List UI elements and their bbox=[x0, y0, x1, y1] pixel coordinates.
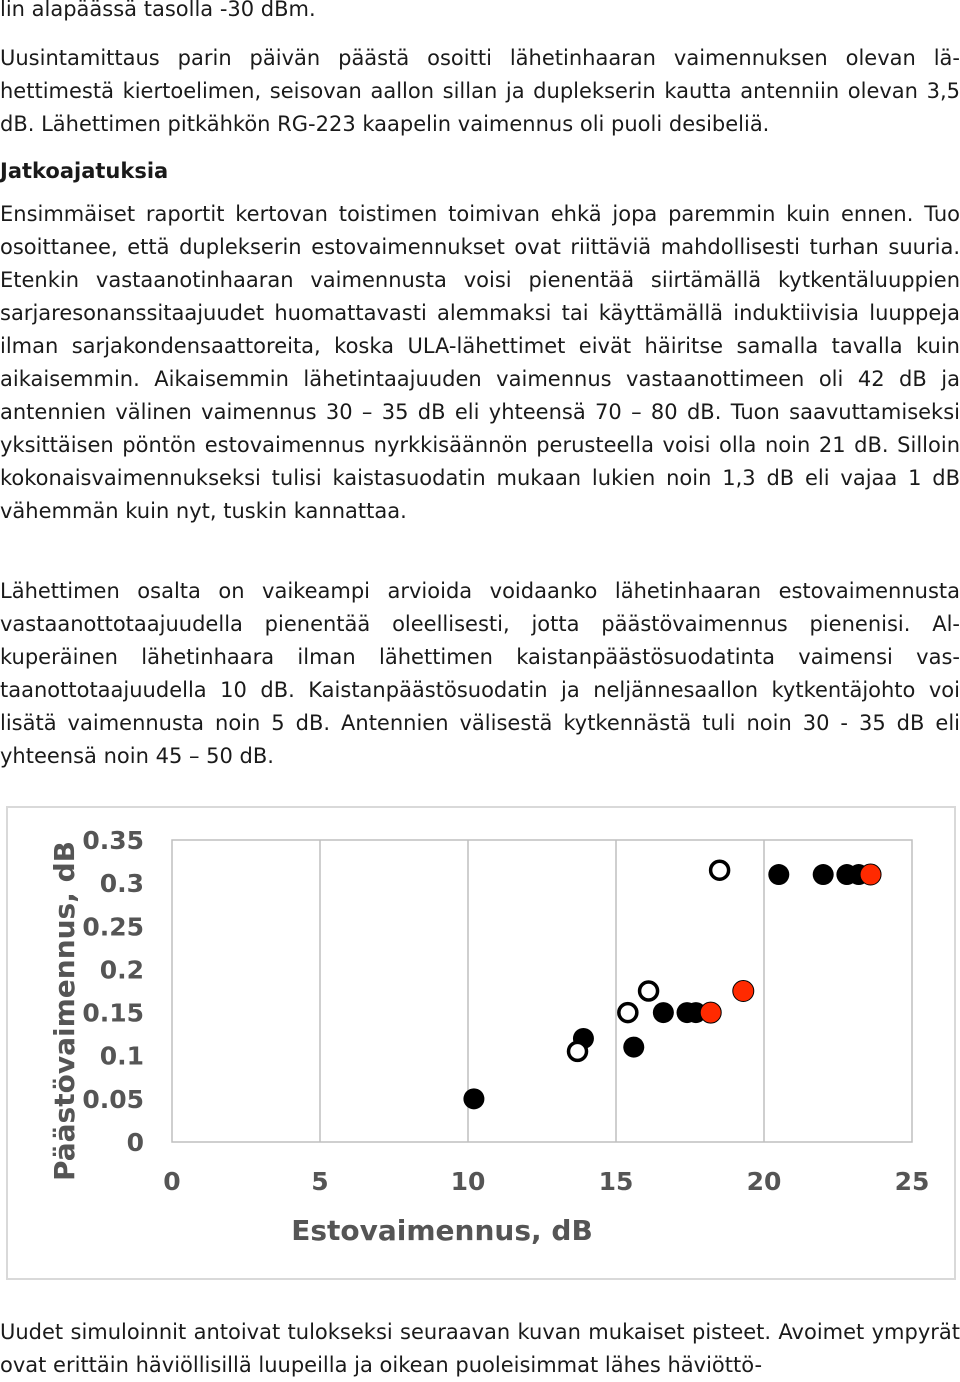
data-point-red bbox=[733, 981, 754, 1002]
y-axis-title: Päästövaimennus, dB bbox=[48, 841, 81, 1181]
paragraph-intro-tail: lin alapäässä tasolla -30 dBm. bbox=[0, 0, 316, 21]
figure-frame bbox=[6, 806, 956, 1280]
data-point-open bbox=[619, 1004, 637, 1022]
x-tick-label: 0 bbox=[163, 1167, 181, 1196]
y-tick-label: 0.35 bbox=[82, 826, 144, 855]
x-tick-label: 10 bbox=[450, 1167, 486, 1196]
y-tick-label: 0.2 bbox=[99, 955, 144, 985]
x-tick-label: 5 bbox=[311, 1167, 329, 1196]
data-point-filled bbox=[653, 1002, 674, 1023]
x-tick-label: 15 bbox=[598, 1167, 634, 1196]
y-tick-label: 0.25 bbox=[82, 912, 144, 942]
plot-area bbox=[172, 840, 912, 1142]
y-tick-label: 0 bbox=[126, 1128, 144, 1157]
x-axis-title: Estovaimennus, dB bbox=[291, 1214, 593, 1247]
data-point-filled bbox=[768, 864, 789, 885]
x-tick-label: 20 bbox=[746, 1167, 782, 1196]
y-tick-label: 0.1 bbox=[99, 1041, 144, 1071]
y-tick-label: 0.15 bbox=[82, 998, 144, 1028]
data-point-red bbox=[860, 864, 881, 885]
data-point-open bbox=[640, 982, 658, 1000]
data-point-filled bbox=[813, 864, 834, 885]
data-point-red bbox=[700, 1002, 721, 1023]
paragraph-transmitter: Lähettimen osalta on vaikeampi arvioida voidaanko lähetinhaaran estovaimennusta vastaanottotaajuudella pienentää oleellisesti, jotta päästövaimennus pienenisi. Alkuperäinen lähetinhaara ilman lähettimen kaistanpäästösuodatinta vaimensi vastaanottotaajuudella 10 dB. Kaistanpäästösuodatin ja neljännesaallon kytkentäjohto voi lisätä vaimennusta noin 5 dB. Antennien välisestä kytkennästä tuli noin 30 - 35 dB eli yhteensä noin 45 – 50 dB. bbox=[0, 579, 960, 768]
section-heading-jatkoajatuksia: Jatkoajatuksia bbox=[0, 159, 169, 183]
data-point-open bbox=[569, 1042, 587, 1060]
data-point-filled bbox=[623, 1037, 644, 1058]
data-point-filled bbox=[463, 1088, 484, 1109]
paragraph-remeasurement: Uusintamittaus parin päivän päästä osoitti lähetinhaaran vaimennuksen olevan lähettimestä kiertoelimen, seisovan aallon sillan ja duplekserin kautta antenniin olevan 3,5 dB. Lähettimen pitkähkön RG-223 kaapelin vaimennus oli puoli desibeliä. bbox=[0, 46, 960, 136]
x-tick-label: 25 bbox=[894, 1167, 930, 1196]
y-tick-label: 0.05 bbox=[82, 1084, 144, 1114]
data-point-open bbox=[711, 861, 729, 879]
paragraph-new-simulations: Uudet simuloinnit antoivat tulokseksi seuraavan kuvan mukaiset pisteet. Avoimet ympyrät ovat erittäin häviöllisillä luupeilla ja oikean puoleisimmat lähes häviöttö- bbox=[0, 1320, 960, 1377]
y-tick-label: 0.3 bbox=[99, 869, 144, 899]
scatter-chart bbox=[8, 808, 954, 1278]
paragraph-further-thoughts: Ensimmäiset raportit kertovan toistimen toimivan ehkä jopa paremmin kuin ennen. Tuo osoittanee, että duplekserin estovaimennukset ovat riittäviä mahdollisesti turhan suuria. Etenkin vastaanotinhaaran vaimennusta voisi pienentää siirtämällä kytkentäluuppien sarjaresonanssitaajuudet huomattavasti alemmaksi tai käyttämällä induktiivisia luuppeja ilman sarjakondensaattoreita, koska ULA-lähettimet eivät häiritse samalla tavalla kuin aikaisemmin. Aikaisemmin lähetintaajuuden vaimennus vastaanottimeen oli 42 dB ja antennien välinen vaimennus 30 – 35 dB eli yhteensä 70 – 80 dB. Tuon saavuttamiseksi yksittäisen pöntön estovaimennus nyrkkisäännön perusteella voisi olla noin 21 dB. Silloin kokonaisvaimennukseksi tulisi kaistasuodatin mukaan lukien noin 1,3 dB eli vajaa 1 dB vähemmän kuin nyt, tuskin kannattaa. bbox=[0, 202, 960, 523]
